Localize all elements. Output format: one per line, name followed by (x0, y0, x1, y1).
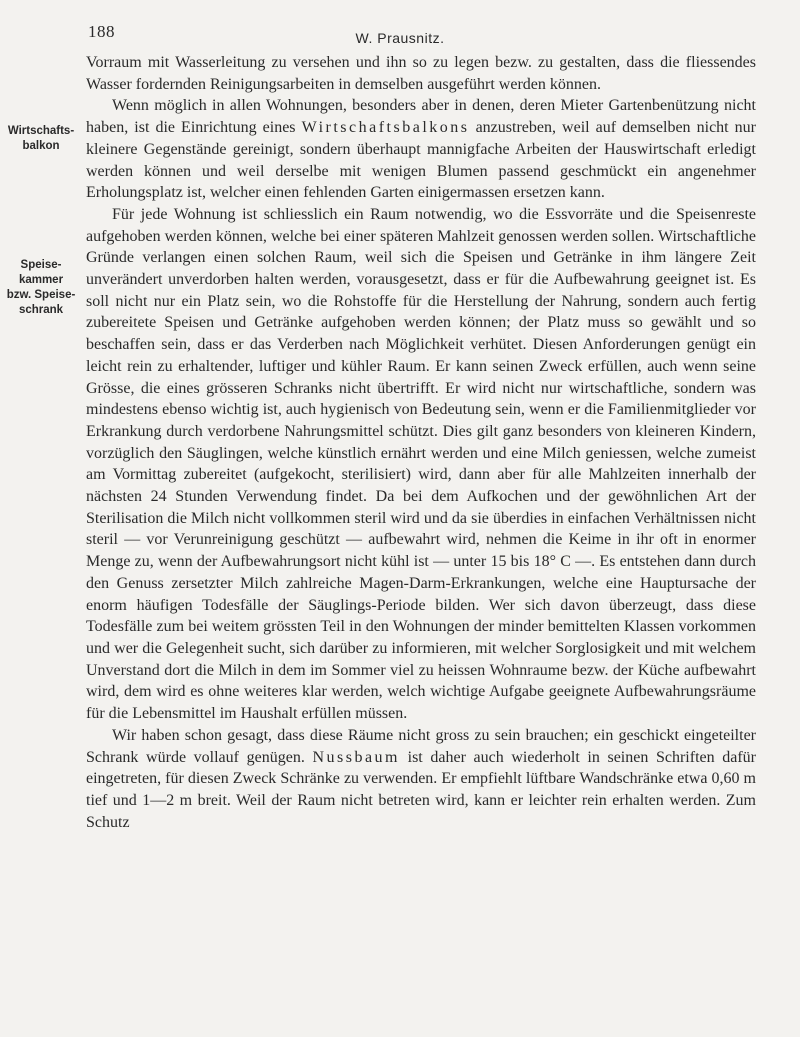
paragraph-2-text-before: Wenn möglich in allen Wohnungen, besonders aber in denen, deren Mieter Gartenbenützung nicht haben, ist die Einrichtung eines (86, 97, 756, 137)
page-number: 188 (88, 22, 115, 41)
running-head: W. Prausnitz. (355, 30, 445, 46)
paragraph-4-text-before: Wir haben schon gesagt, dass diese Räume nicht gross zu sein brauchen; ein geschickt eingeteilter Schrank würde vollauf genügen. (86, 726, 756, 766)
paragraph-2 (86, 95, 756, 204)
paragraph-4-text-after: ist daher auch wiederholt in seinen Schriften dafür eingetreten, für diesen Zweck Schränke zu verwenden. Er empfiehlt lüftbare Wandschränke etwa 0,60 m tief und 1—2 m breit. Weil der Raum nicht betreten wird, kann er leichter rein erhalten werden. Zum Schutz (86, 748, 756, 831)
margin-note-speisekammer: Speise- kammer bzw. Speise- schrank (6, 259, 76, 316)
paragraph-1: Vorraum mit Wasserleitung zu versehen und ihn so zu legen bezw. zu gestalten, dass die fliessendes Wasser fordernden Reinigungsarbeiten in demselben ausgeführt werden können. (86, 54, 756, 93)
term-wirtschaftsbalkons: Wirtschaftsbalkons (301, 119, 470, 137)
paragraph-3: Für jede Wohnung ist schliesslich ein Raum notwendig, wo die Essvorräte und die Speisenreste aufgehoben werden können, welche bei einer späteren Mahlzeit genossen werden sollen. Wirtschaftliche Gründe verlangen einen solchen Raum, weil sich die Speisen und Getränke in ihm längere Zeit unverändert unverdorben halten werden, vorausgesetzt, dass er für die Aufbewahrung geeignet ist. Es soll nicht nur ein Platz sein, wo die Rohstoffe für die Herstellung der Nahrung, sondern auch fertig zubereitete Speisen und Getränke aufgehoben werden können; der Platz muss so gewählt und so beschaffen sein, dass er das Verderben nach Möglichkeit verhütet. Diesen Anforderungen genügt ein leicht rein zu erhaltender, luftiger und kühler Raum. Er kann seinen Zweck erfüllen, auch wenn seine Grösse, die eines grösseren Schranks nicht übertrifft. Er wird nicht nur wirtschaftliche, sondern was mindestens ebenso wichtig ist, auch hygienisch von Bedeutung sein, wenn er die Familienmitglieder vor Erkrankung durch verdorbene Nahrungsmittel schützt. Dies gilt ganz besonders von kleineren Kindern, vorzüglich den Säuglingen, welche künstlich ernährt werden und eine Milch geniessen, welche zumeist am Vormittag zubereitet (aufgekocht, sterilisiert) wird, dann aber für alle Mahlzeiten innerhalb der nächsten 24 Stunden Verwendung findet. Da bei dem Aufkochen und der gewöhnlichen Art der Sterilisation die Milch nicht vollkommen steril wird und da sie überdies in einfachen Verhältnissen nicht steril — vor Verunreinigung geschützt — aufbewahrt wird, nehmen die Keime in ihr oft in enormer Menge zu, wenn der Aufbewahrungsort nicht kühl ist — unter 15 bis 18° C —. Es entstehen dann durch den Genuss zersetzter Milch zahlreiche Magen-Darm-Erkrankungen, welche eine Hauptursache der enorm häufigen Todesfälle der Säuglings-Periode bilden. Wer sich davon überzeugt, dass diese Todesfälle zum bei weitem grössten Teil in den Wohnungen der minder bemittelten Klassen vorkommen und wer die Gelegenheit sucht, sich darüber zu informieren, mit welcher Sorglosigkeit und mit welchem Unverstand dort die Milch in dem im Sommer viel zu heissen Wohnraume bezw. der Küche aufbewahrt wird, dem wird es ohne weiteres klar werden, welch wichtige Aufgabe geeignete Aufbewahrungsräume für die Lebensmittel im Haushalt erfüllen müssen. (86, 205, 756, 723)
author-name-nussbaum: Nussbaum (312, 748, 400, 766)
body-text (86, 52, 756, 833)
paragraph-4 (86, 725, 756, 834)
margin-note-wirtschaftsbalkon: Wirtschafts- balkon (7, 125, 75, 152)
paragraph-2-text-after: anzustreben, weil auf demselben nicht nur kleinere Gegenstände gereinigt, sondern überhaupt mannigfache Arbeiten der Hauswirtschaft erledigt werden können und weil derselbe mit wenigen Blumen passend geschmückt ein angenehmer Erholungsplatz ist, welcher einen fehlenden Garten einigermassen ersetzen kann. (86, 119, 757, 202)
